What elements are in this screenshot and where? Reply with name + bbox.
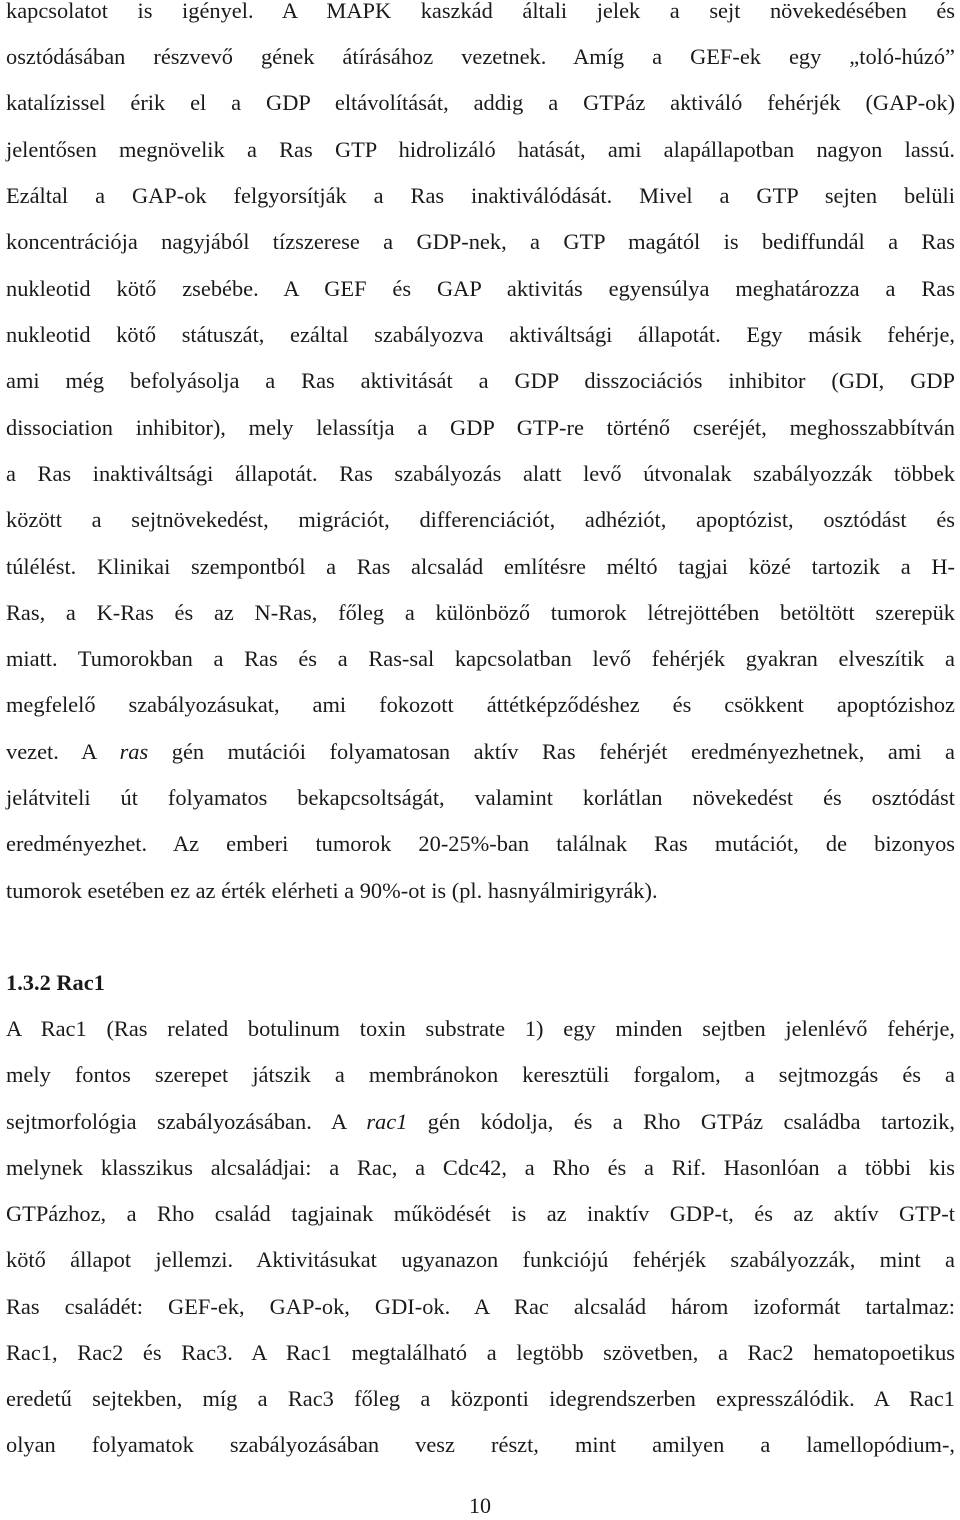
text-line: ami még befolyásolja a Ras aktivitását a GDP disszociációs inhibitor (GDI, GDP bbox=[6, 368, 955, 393]
text-line: túlélést. Klinikai szempontból a Ras alcsalád említésre méltó tagjai közé tartozik a H- bbox=[6, 554, 955, 579]
text-line: Ras családét: GEF-ek, GAP-ok, GDI-ok. A Rac alcsalád három izoformát tartalmaz: bbox=[6, 1294, 955, 1319]
text-line: nukleotid kötő zsebébe. A GEF és GAP aktivitás egyensúlya meghatározza a Ras bbox=[6, 276, 955, 301]
text-line: sejtmorfológia szabályozásában. A rac1 gén kódolja, és a Rho GTPáz családba tartozik, bbox=[6, 1109, 955, 1134]
gene-name-rac1: rac1 bbox=[366, 1109, 408, 1134]
text-line: dissociation inhibitor), mely lelassítja a GDP GTP-re történő cseréjét, meghosszabbítván bbox=[6, 415, 955, 440]
text-line: jelentősen megnövelik a Ras GTP hidrolizáló hatását, ami alapállapotban nagyon lassú. bbox=[6, 137, 955, 162]
text-line: Ezáltal a GAP-ok felgyorsítják a Ras inaktiválódását. Mivel a GTP sejten belüli bbox=[6, 183, 955, 208]
text-line: GTPázhoz, a Rho család tagjainak működését is az inaktív GDP-t, és az aktív GTP-t bbox=[6, 1201, 955, 1226]
text-line: kötő állapot jellemzi. Aktivitásukat ugyanazon funkciójú fehérjék szabályozzák, mint a bbox=[6, 1247, 955, 1272]
text-line: tumorok esetében ez az érték elérheti a 90%-ot is (pl. hasnyálmirigyrák). bbox=[6, 878, 658, 903]
text-line: mely fontos szerepet játszik a membránokon keresztüli forgalom, a sejtmozgás és a bbox=[6, 1062, 955, 1087]
text-line: katalízissel érik el a GDP eltávolítását, addig a GTPáz aktiváló fehérjék (GAP-ok) bbox=[6, 90, 955, 115]
text-line: osztódásában részvevő gének átírásához vezetnek. Amíg a GEF-ek egy „toló-húzó” bbox=[6, 44, 955, 69]
text-line: kapcsolatot is igényel. A MAPK kaszkád általi jelek a sejt növekedésében és bbox=[6, 0, 955, 23]
text-line: eredményezhet. Az emberi tumorok 20-25%-ban találnak Ras mutációt, de bizonyos bbox=[6, 831, 955, 856]
text-line: megfelelő szabályozásukat, ami fokozott áttétképződéshez és csökkent apoptózishoz bbox=[6, 692, 955, 717]
text-line: a Ras inaktiváltsági állapotát. Ras szabályozás alatt levő útvonalak szabályozzák többek bbox=[6, 461, 955, 486]
text-line: Ras, a K-Ras és az N-Ras, főleg a különböző tumorok létrejöttében betöltött szerepük bbox=[6, 600, 955, 625]
text-line: eredetű sejtekben, míg a Rac3 főleg a központi idegrendszerben expresszálódik. A Rac1 bbox=[6, 1386, 955, 1411]
text-line: koncentrációja nagyjából tízszerese a GDP-nek, a GTP magától is bediffundál a Ras bbox=[6, 229, 955, 254]
section-heading: 1.3.2 Rac1 bbox=[6, 970, 105, 995]
text-line: jelátviteli út folyamatos bekapcsoltságát, valamint korlátlan növekedést és osztódást bbox=[6, 785, 955, 810]
text-line: olyan folyamatok szabályozásában vesz részt, mint amilyen a lamellopódium-, bbox=[6, 1432, 955, 1457]
gene-name-ras: ras bbox=[119, 739, 149, 764]
text-line: között a sejtnövekedést, migrációt, differenciációt, adhéziót, apoptózist, osztódást és bbox=[6, 507, 955, 532]
text-line: melynek klasszikus alcsaládjai: a Rac, a Cdc42, a Rho és a Rif. Hasonlóan a többi kis bbox=[6, 1155, 955, 1180]
text-line: miatt. Tumorokban a Ras és a Ras-sal kapcsolatban levő fehérjék gyakran elveszítik a bbox=[6, 646, 955, 671]
text-line: nukleotid kötő státuszát, ezáltal szabályozva aktiváltsági állapotát. Egy másik fehérje, bbox=[6, 322, 955, 347]
text-line: Rac1, Rac2 és Rac3. A Rac1 megtalálható a legtöbb szövetben, a Rac2 hematopoetikus bbox=[6, 1340, 955, 1365]
page-number: 10 bbox=[469, 1493, 491, 1518]
text-line: A Rac1 (Ras related botulinum toxin substrate 1) egy minden sejtben jelenlévő fehérje, bbox=[6, 1016, 955, 1041]
text-line: vezet. A ras gén mutációi folyamatosan aktív Ras fehérjét eredményezhetnek, ami a bbox=[6, 739, 955, 764]
